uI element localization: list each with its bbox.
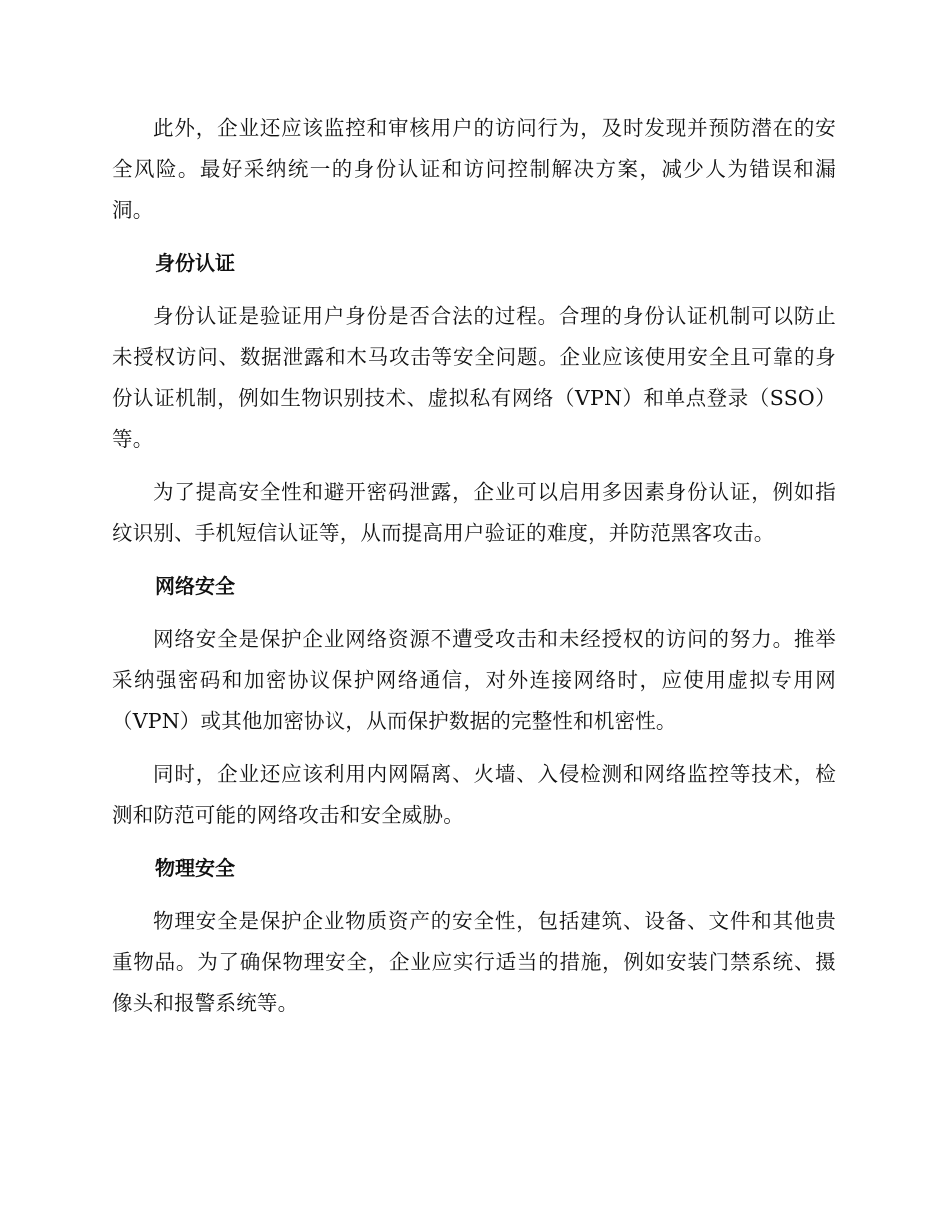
paragraph-physical-security: 物理安全是保护企业物质资产的安全性，包括建筑、设备、文件和其他贵重物品。为了确保物理安全，企业应实行适当的措施，例如安装门禁系统、摄像头和报警系统等。 (112, 909, 836, 1015)
section-heading-identity-auth: 身份认证 (155, 251, 235, 275)
document-body (112, 108, 836, 1036)
paragraph-access-monitoring: 此外，企业还应该监控和审核用户的访问行为，及时发现并预防潜在的安全风险。最好采纳统一的身份认证和访问控制解决方案，减少人为错误和漏洞。 (112, 116, 836, 222)
paragraph-network-security-intro: 网络安全是保护企业网络资源不遭受攻击和未经授权的访问的努力。推举采纳强密码和加密协议保护网络通信，对外连接网络时，应使用虚拟专用网（VPN）或其他加密协议，从而保护数据的完整性和机密性。 (112, 627, 836, 733)
paragraph-network-defense: 同时，企业还应该利用内网隔离、火墙、入侵检测和网络监控等技术，检测和防范可能的网络攻击和安全威胁。 (112, 762, 836, 827)
section-heading-network-security: 网络安全 (155, 574, 235, 598)
section-heading-physical-security: 物理安全 (155, 856, 235, 880)
paragraph-multi-factor-auth: 为了提高安全性和避开密码泄露，企业可以启用多因素身份认证，例如指纹识别、手机短信认证等，从而提高用户验证的难度，并防范黑客攻击。 (112, 480, 836, 545)
paragraph-identity-auth-intro: 身份认证是验证用户身份是否合法的过程。合理的身份认证机制可以防止未授权访问、数据泄露和木马攻击等安全问题。企业应该使用安全且可靠的身份认证机制，例如生物识别技术、虚拟私有网络（VPN）和单点登录（SSO）等。 (112, 304, 836, 451)
